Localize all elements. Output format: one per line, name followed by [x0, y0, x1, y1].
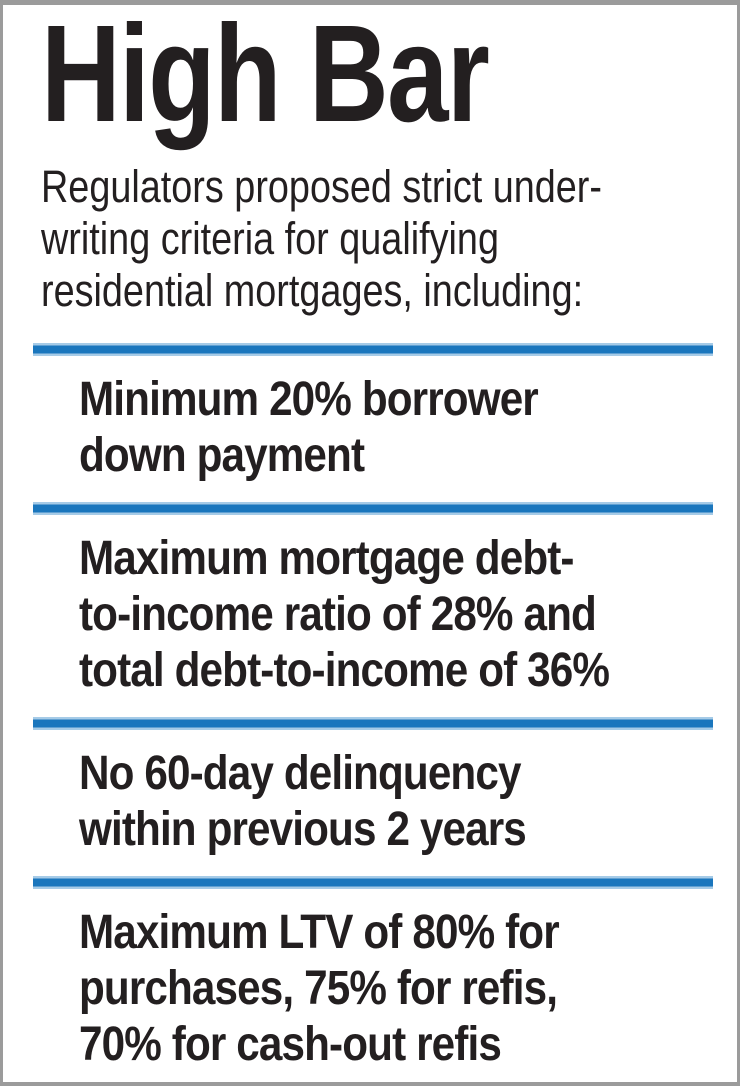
list-item-line: Maximum mortgage debt- — [79, 532, 574, 585]
list-item-line: total debt-to-income of 36% — [79, 644, 610, 697]
list-item-ltv — [79, 905, 658, 1073]
list-item-delinquency — [79, 746, 658, 858]
divider-rule — [33, 502, 713, 515]
subtitle-line: residential mortgages, including: — [41, 265, 584, 316]
list-item-line: down payment — [79, 429, 365, 482]
list-item-line: No 60-day delinquency — [79, 747, 521, 800]
list-item-line: purchases, 75% for refis, — [79, 962, 558, 1015]
subtitle-line: Regulators proposed strict under- — [41, 161, 602, 212]
list-item-down-payment — [79, 372, 658, 484]
list-item-line: 70% for cash-out refis — [79, 1018, 501, 1071]
list-item-line: Maximum LTV of 80% for — [79, 906, 559, 959]
divider-rule — [33, 717, 713, 730]
page-title: High Bar — [41, 0, 489, 151]
list-item-debt-to-income — [79, 531, 658, 699]
divider-rule — [33, 343, 713, 356]
list-item-line: to-income ratio of 28% and — [79, 588, 596, 641]
subtitle — [41, 161, 626, 317]
list-item-line: Minimum 20% borrower — [79, 373, 538, 426]
subtitle-line: writing criteria for qualifying — [41, 213, 499, 264]
list-item-line: within previous 2 years — [79, 803, 526, 856]
divider-rule — [33, 876, 713, 889]
